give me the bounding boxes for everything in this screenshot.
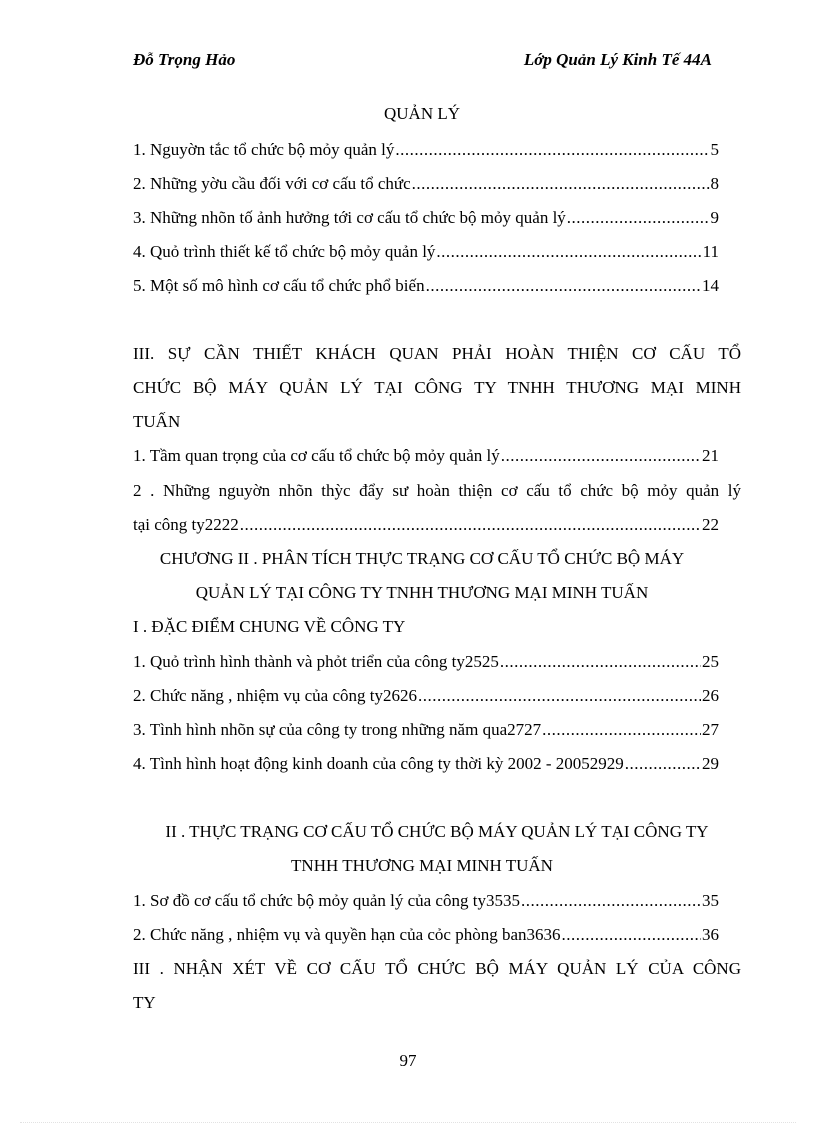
toc-entry-page: 35 (702, 891, 719, 910)
toc-entry-text: 1. Nguyờn tắc tổ chức bộ mỏy quản lý (133, 140, 395, 159)
toc-entry-page: 25 (702, 652, 719, 671)
toc-leader (240, 513, 701, 537)
toc-entry-page: 11 (702, 242, 719, 261)
toc-entry-page: 22 (702, 515, 719, 534)
section-iii-review-title-line1: III . NHẬN XÉT VỀ CƠ CẤU TỔ CHỨC BỘ MÁY QUẢN LÝ CỦA CÔNG (133, 959, 741, 978)
section-iii-title-line2: CHỨC BỘ MÁY QUẢN LÝ TẠI CÔNG TY TNHH THƯƠNG MẠI MINH (133, 378, 741, 397)
page-header (133, 50, 712, 76)
toc-leader (521, 889, 701, 913)
toc-entry-text: 3. Những nhõn tố ảnh hưởng tới cơ cấu tổ chức bộ mỏy quản lý (133, 208, 566, 227)
toc-entry-text: 1. Quỏ trình hình thành và phỏt triển của công ty2525 (133, 652, 499, 671)
toc-entry-page: 14 (702, 276, 719, 295)
chapter-2-title-line1: CHƯƠNG II . PHÂN TÍCH THỰC TRẠNG CƠ CẤU TỔ CHỨC BỘ MÁY (159, 549, 685, 568)
section-iii-title-line1: III. SỰ CẦN THIẾT KHÁCH QUAN PHẢI HOÀN THIỆN CƠ CẤU TỔ (133, 344, 741, 363)
toc-leader (567, 206, 710, 230)
section-i-title: I . ĐẶC ĐIỂM CHUNG VỀ CÔNG TY (133, 617, 406, 636)
toc-leader (500, 650, 701, 674)
toc-leader (542, 718, 701, 742)
section-iii-review-title-line2: TY (133, 993, 156, 1012)
toc-leader (426, 274, 701, 298)
toc-entry[interactable] (133, 684, 719, 708)
toc-entry[interactable] (133, 718, 719, 742)
toc-leader (501, 444, 701, 468)
toc-entry[interactable] (133, 206, 719, 230)
toc-leader (436, 240, 701, 264)
class-name: Lớp Quản Lý Kinh Tế 44A (523, 50, 712, 69)
toc-entry-text: 5. Một số mô hình cơ cấu tổ chức phổ biến (133, 276, 425, 295)
toc-entry[interactable] (133, 752, 719, 776)
toc-entry[interactable] (133, 889, 719, 913)
toc-entry[interactable] (133, 274, 719, 298)
chapter-2-title-line2: QUẢN LÝ TẠI CÔNG TY TNHH THƯƠNG MẠI MINH TUẤN (195, 583, 649, 602)
page-number: 97 (399, 1051, 417, 1070)
section-ii-title-line2: TNHH THƯƠNG MẠI MINH TUẤN (291, 856, 553, 875)
toc-entry[interactable] (133, 138, 719, 162)
toc-entry[interactable] (133, 444, 719, 468)
toc-entry-page: 5 (710, 140, 719, 159)
toc-leader (412, 172, 710, 196)
toc-entry[interactable] (133, 240, 719, 264)
author-name: Đỗ Trọng Hảo (133, 50, 236, 69)
toc-entry[interactable] (133, 513, 719, 537)
toc-entry-text: 3. Tình hình nhõn sự của công ty trong những năm qua2727 (133, 720, 542, 739)
toc-entry-page: 36 (702, 925, 719, 944)
toc-entry-text: 2. Chức năng , nhiệm vụ và quyền hạn của cỏc phòng ban3636 (133, 925, 561, 944)
toc-entry-text: 4. Quỏ trình thiết kế tổ chức bộ mỏy quản lý (133, 242, 436, 261)
toc-entry-page: 27 (702, 720, 719, 739)
toc-entry-text: 2. Những yờu cầu đối với cơ cấu tổ chức (133, 174, 411, 193)
toc-entry-text-line1: 2 . Những nguyờn nhõn thỳc đẩy sư hoàn thiện cơ cấu tổ chức bộ mỏy quản lý (133, 481, 741, 500)
toc-leader (418, 684, 701, 708)
toc-leader (625, 752, 701, 776)
toc-entry-text: tại công ty2222 (133, 515, 239, 534)
toc-entry[interactable] (133, 923, 719, 947)
toc-leader (395, 138, 709, 162)
section-ii-title-line1: II . THỰC TRẠNG CƠ CẤU TỔ CHỨC BỘ MÁY QUẢN LÝ TẠI CÔNG TY (165, 822, 709, 841)
toc-entry[interactable] (133, 650, 719, 674)
toc-entry-page: 21 (702, 446, 719, 465)
toc-entry-text: 2. Chức năng , nhiệm vụ của công ty2626 (133, 686, 417, 705)
heading-quan-ly: QUẢN LÝ (383, 104, 461, 123)
toc-entry-text: 1. Tầm quan trọng của cơ cấu tổ chức bộ mỏy quản lý (133, 446, 500, 465)
toc-leader (562, 923, 702, 947)
toc-entry-page: 8 (710, 174, 719, 193)
toc-entry[interactable] (133, 172, 719, 196)
toc-entry-page: 29 (702, 754, 719, 773)
toc-entry-text: 4. Tình hình hoạt động kinh doanh của công ty thời kỳ 2002 - 20052929 (133, 754, 624, 773)
toc-entry-text: 1. Sơ đồ cơ cấu tổ chức bộ mỏy quản lý của công ty3535 (133, 891, 520, 910)
toc-entry-page: 9 (710, 208, 719, 227)
section-iii-title-line3: TUẤN (133, 412, 181, 431)
toc-entry-page: 26 (702, 686, 719, 705)
